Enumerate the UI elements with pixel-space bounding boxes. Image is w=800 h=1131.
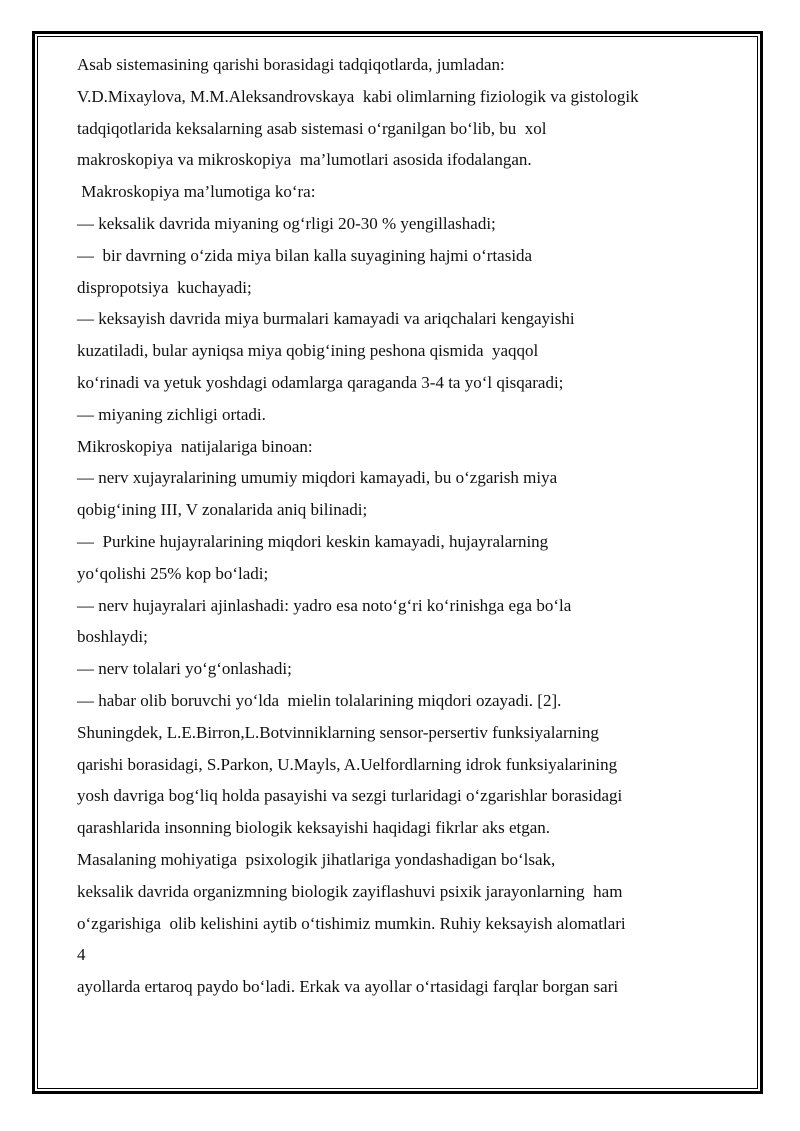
text-line: Asab sistemasining qarishi borasidagi tadqiqotlarda, jumladan: [77,55,505,74]
list-item: — nerv hujayralari ajinlashadi: yadro esa noto‘g‘ri ko‘rinishga ega bo‘la [77,595,572,615]
list-item: — habar olib boruvchi yo‘lda mielin tolalarining miqdori ozayadi. [2]. [77,690,562,710]
text-line: qobig‘ining III, V zonalarida aniq bilinadi; [77,500,368,520]
text-line: qarashlarida insonning biologik keksayishi haqidagi fikrlar aks etgan. [77,818,551,838]
text-line: keksalik davrida organizmning biologik zayiflashuvi psixik jarayonlarning ham [77,881,623,901]
text-line: V.D.Mixaylova, M.M.Aleksandrovskaya kabi olimlarning fiziologik va gistologik [77,86,639,106]
text-line: qarishi borasidagi, S.Parkon, U.Mayls, A.Uelfordlarning idrok funksiyalarining [77,754,618,774]
page-number: 4 [77,945,86,965]
text-line: Shuningdek, L.E.Birron,L.Botvinniklarning sensor-persertiv funksiyalarning [77,722,599,742]
text-line: ko‘rinadi va yetuk yoshdagi odamlarga qaraganda 3-4 ta yo‘l qisqaradi; [77,372,564,392]
document-body [77,49,727,1003]
list-item: — miyaning zichligi ortadi. [77,404,266,424]
list-item: — nerv tolalari yo‘g‘onlashadi; [77,659,292,679]
list-item: — bir davrning o‘zida miya bilan kalla suyagining hajmi o‘rtasida [77,245,533,265]
text-line: kuzatiladi, bular ayniqsa miya qobig‘ining peshona qismida yaqqol [77,341,539,361]
text-line: o‘zgarishiga olib kelishini aytib o‘tishimiz mumkin. Ruhiy keksayish alomatlari [77,913,626,933]
text-line: tadqiqotlarida keksalarning asab sistemasi o‘rganilgan bo‘lib, bu xol [77,118,547,138]
text-line: yo‘qolishi 25% kop bo‘ladi; [77,563,269,583]
list-item: — keksayish davrida miya burmalari kamayadi va ariqchalari kengayishi [77,309,575,329]
section-heading-macroscopy: Makroskopiya ma’lumotiga ko‘ra: [77,182,316,202]
list-item: — keksalik davrida miyaning og‘rligi 20-30 % yengillashadi; [77,213,496,233]
list-item: — Purkine hujayralarining miqdori keskin kamayadi, hujayralarning [77,531,549,551]
text-line: boshlaydi; [77,627,148,647]
text-line: yosh davriga bog‘liq holda pasayishi va sezgi turlaridagi o‘zgarishlar borasidagi [77,786,623,806]
text-line: dispropotsiya kuchayadi; [77,277,252,297]
text-line: ayollarda ertaroq paydo bo‘ladi. Erkak va ayollar o‘rtasidagi farqlar borgan sari [77,977,619,997]
text-line: Masalaning mohiyatiga psixologik jihatlariga yondashadigan bo‘lsak, [77,849,556,869]
list-item: — nerv xujayralarining umumiy miqdori kamayadi, bu o‘zgarish miya [77,468,558,488]
text-line: makroskopiya va mikroskopiya ma’lumotlari asosida ifodalangan. [77,150,532,170]
section-heading-microscopy: Mikroskopiya natijalariga binoan: [77,436,313,456]
